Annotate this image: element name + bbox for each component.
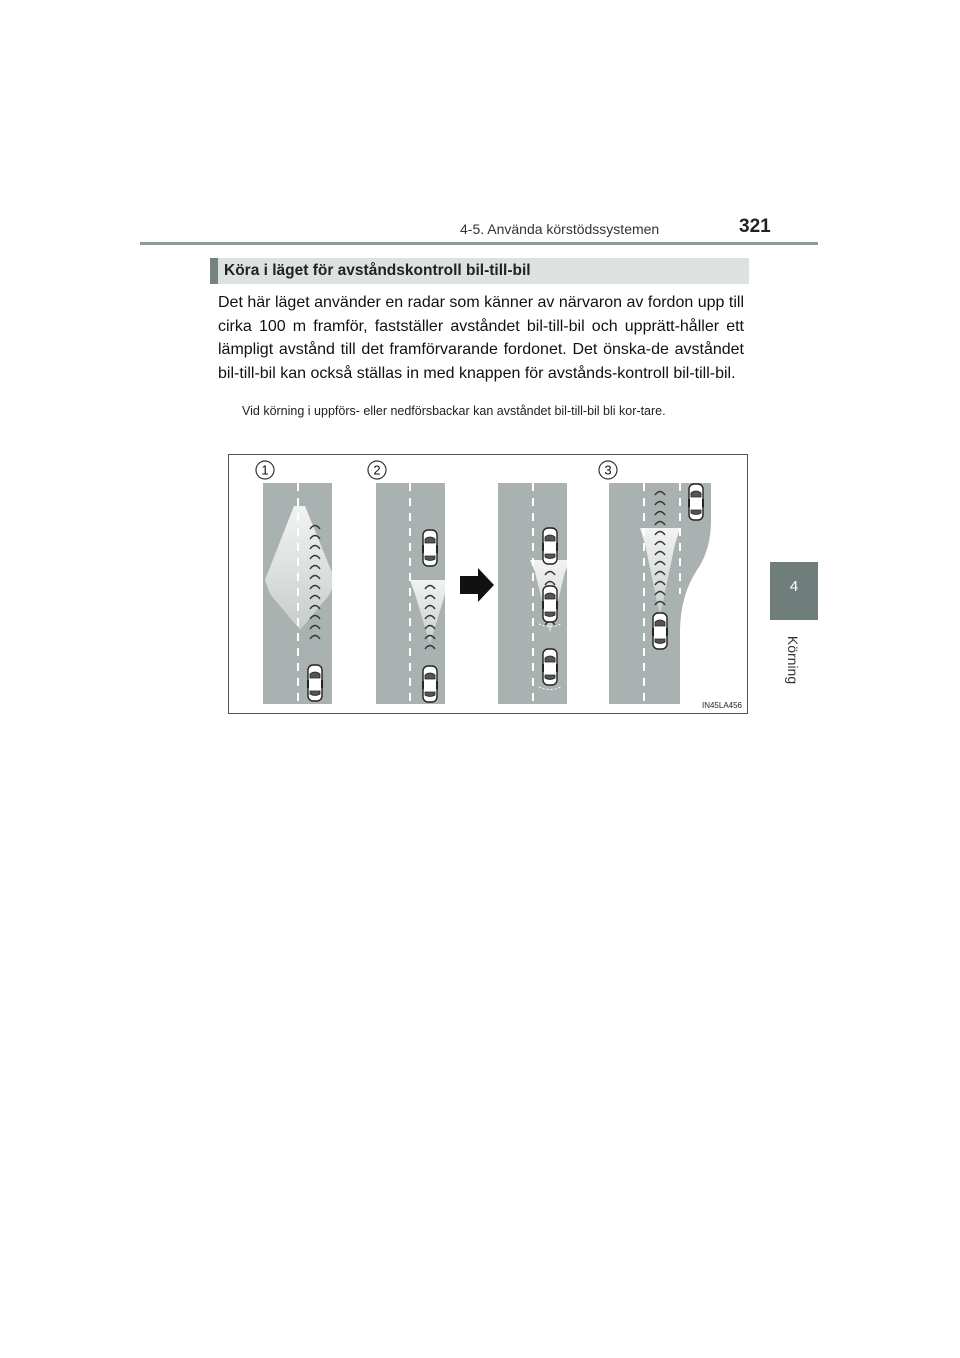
body-paragraph: Det här läget använder en radar som känner av närvaron av fordon upp till cirka 100 m framför, fastställer avståndet bil-till-bil och upprätt-håller ett lämpligt avstånd till det framförvarande fordonet. Det önska-de avståndet bil-till-bil kan också ställas in med knappen för avstånds-kontroll bil-till-bil. — [218, 294, 744, 382]
section-title-accent — [210, 258, 218, 284]
header-rule — [140, 242, 818, 245]
road-2-continued — [498, 483, 570, 704]
radar-illustration — [228, 454, 748, 714]
marker-1-label: 1 — [261, 462, 269, 478]
section-label: 4-5. Använda körstödssystemen — [460, 221, 660, 237]
marker-2 — [368, 461, 386, 479]
road-1 — [263, 483, 335, 704]
chapter-tab-label: Körning — [785, 635, 802, 685]
note-paragraph: Vid körning i uppförs- eller nedförsbackar kan avståndet bil-till-bil bli kor-tare. — [242, 404, 666, 418]
road-2 — [376, 483, 450, 704]
chapter-tab-number: 4 — [789, 578, 799, 595]
figure-code: IN45LA456 — [701, 701, 742, 710]
section-title: Köra i läget för avståndskontroll bil-till-bil — [224, 262, 531, 279]
marker-2-label: 2 — [373, 462, 381, 478]
page-number: 321 — [739, 216, 771, 237]
marker-3-label: 3 — [604, 462, 612, 478]
marker-1 — [256, 461, 274, 479]
marker-3 — [599, 461, 617, 479]
